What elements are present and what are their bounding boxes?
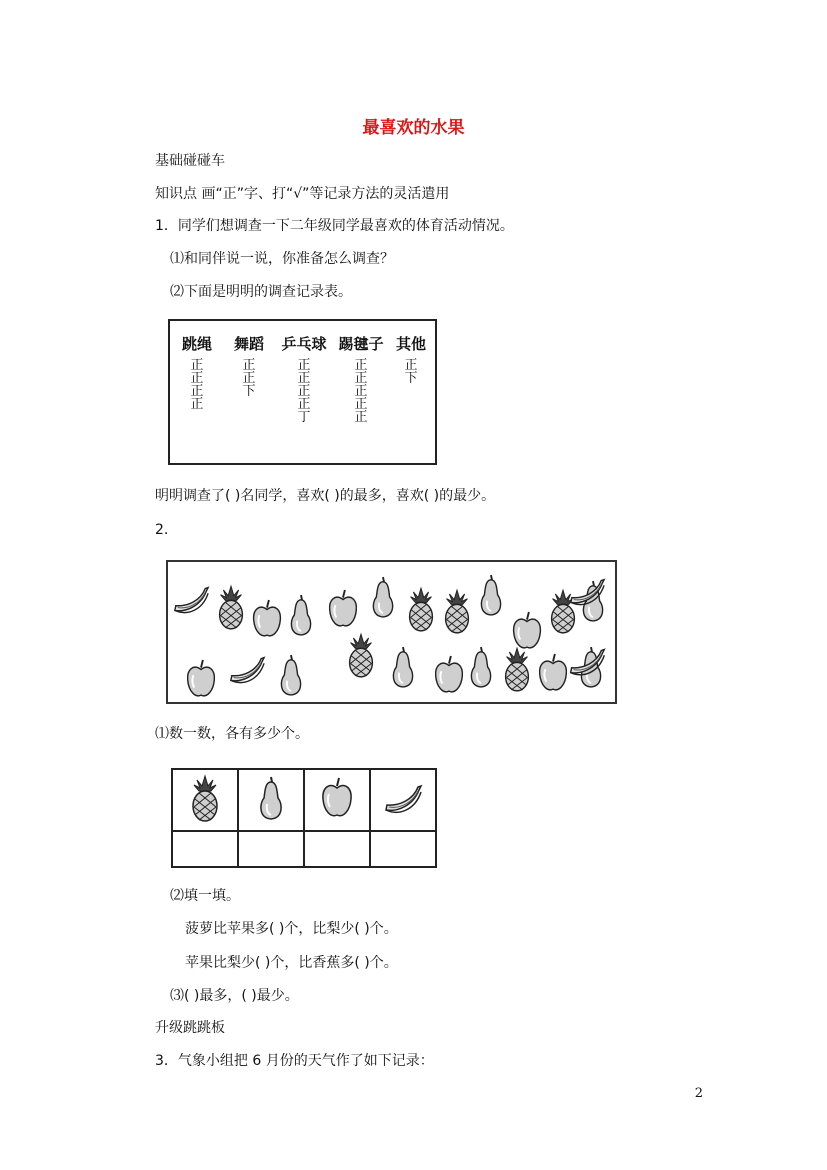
fruit-panel xyxy=(166,560,617,704)
tally-marks: 正 正 下 xyxy=(242,358,256,399)
tally-col-pingpong xyxy=(276,335,332,424)
tally-col-shuttlecock xyxy=(332,335,390,424)
banana-icon xyxy=(564,636,610,686)
q2-part1: ⑴数一数，各有多少个。 xyxy=(155,726,309,742)
count-header-pineapple xyxy=(172,769,238,831)
pear-icon xyxy=(272,650,310,700)
tally-header: 跳绳 xyxy=(181,335,212,353)
count-answer-pineapple[interactable] xyxy=(172,831,238,867)
q1-part2: ⑵下面是明明的调查记录表。 xyxy=(170,284,352,300)
tally-col-jump-rope xyxy=(170,335,224,411)
pear-icon xyxy=(282,590,320,640)
tally-marks: 正 正 正 正 xyxy=(190,358,204,412)
pear-icon xyxy=(364,572,402,622)
count-header-pear xyxy=(238,769,304,831)
q1-stem: 1．同学们想调查一下二年级同学最喜欢的体育活动情况。 xyxy=(155,218,514,234)
tally-header: 舞蹈 xyxy=(233,335,264,353)
apple-icon xyxy=(182,654,220,704)
page-title: 最喜欢的水果 xyxy=(362,118,465,138)
count-table xyxy=(171,768,437,868)
pineapple-icon xyxy=(402,584,440,634)
count-answer-apple[interactable] xyxy=(304,831,370,867)
apple-icon xyxy=(317,772,357,824)
apple-icon xyxy=(324,584,362,634)
tally-table xyxy=(168,319,437,465)
tally-header: 踢毽子 xyxy=(338,335,384,353)
count-answer-pear[interactable] xyxy=(238,831,304,867)
pear-icon xyxy=(472,570,510,620)
pineapple-icon xyxy=(185,772,225,824)
q1-fill-line: 明明调查了( )名同学，喜欢( )的最多，喜欢( )的最少。 xyxy=(155,488,496,504)
banana-icon xyxy=(172,574,210,624)
section-basic: 基础碰碰车 xyxy=(155,153,225,169)
q2-line2: 苹果比梨少( )个，比香蕉多( )个。 xyxy=(185,955,398,971)
pineapple-icon xyxy=(342,630,380,680)
count-header-banana xyxy=(370,769,436,831)
tally-marks: 正 下 xyxy=(404,358,418,386)
q2-part3: ⑶( )最多，( )最少。 xyxy=(170,988,299,1004)
tally-header: 乒乓球 xyxy=(281,335,327,353)
section-advanced: 升级跳跳板 xyxy=(155,1020,225,1036)
tally-header: 其他 xyxy=(395,335,426,353)
tally-col-other xyxy=(388,335,434,385)
apple-icon xyxy=(248,594,286,644)
q1-part1: ⑴和同伴说一说，你准备怎么调查？ xyxy=(170,251,394,267)
tally-col-dance xyxy=(222,335,276,398)
pear-icon xyxy=(462,642,500,692)
banana-icon xyxy=(568,566,606,616)
pear-icon xyxy=(251,772,291,824)
banana-icon xyxy=(381,772,425,824)
pineapple-icon xyxy=(498,644,536,694)
q3-stem: 3．气象小组把 6 月份的天气作了如下记录： xyxy=(155,1053,434,1069)
count-header-apple xyxy=(304,769,370,831)
knowledge-point: 知识点 画“正”字、打“√”等记录方法的灵活遣用 xyxy=(155,186,450,202)
tally-marks: 正 正 正 正 正 xyxy=(354,358,368,425)
q2-line1: 菠萝比苹果多( )个，比梨少( )个。 xyxy=(185,921,398,937)
pear-icon xyxy=(384,642,422,692)
page-number: 2 xyxy=(694,1086,703,1101)
q2-part2: ⑵填一填。 xyxy=(170,888,240,904)
tally-marks: 正 正 正 正 丁 xyxy=(297,358,311,425)
q2-number: 2. xyxy=(155,522,169,538)
pineapple-icon xyxy=(438,586,476,636)
pineapple-icon xyxy=(212,582,250,632)
count-answer-banana[interactable] xyxy=(370,831,436,867)
banana-icon xyxy=(228,644,266,694)
